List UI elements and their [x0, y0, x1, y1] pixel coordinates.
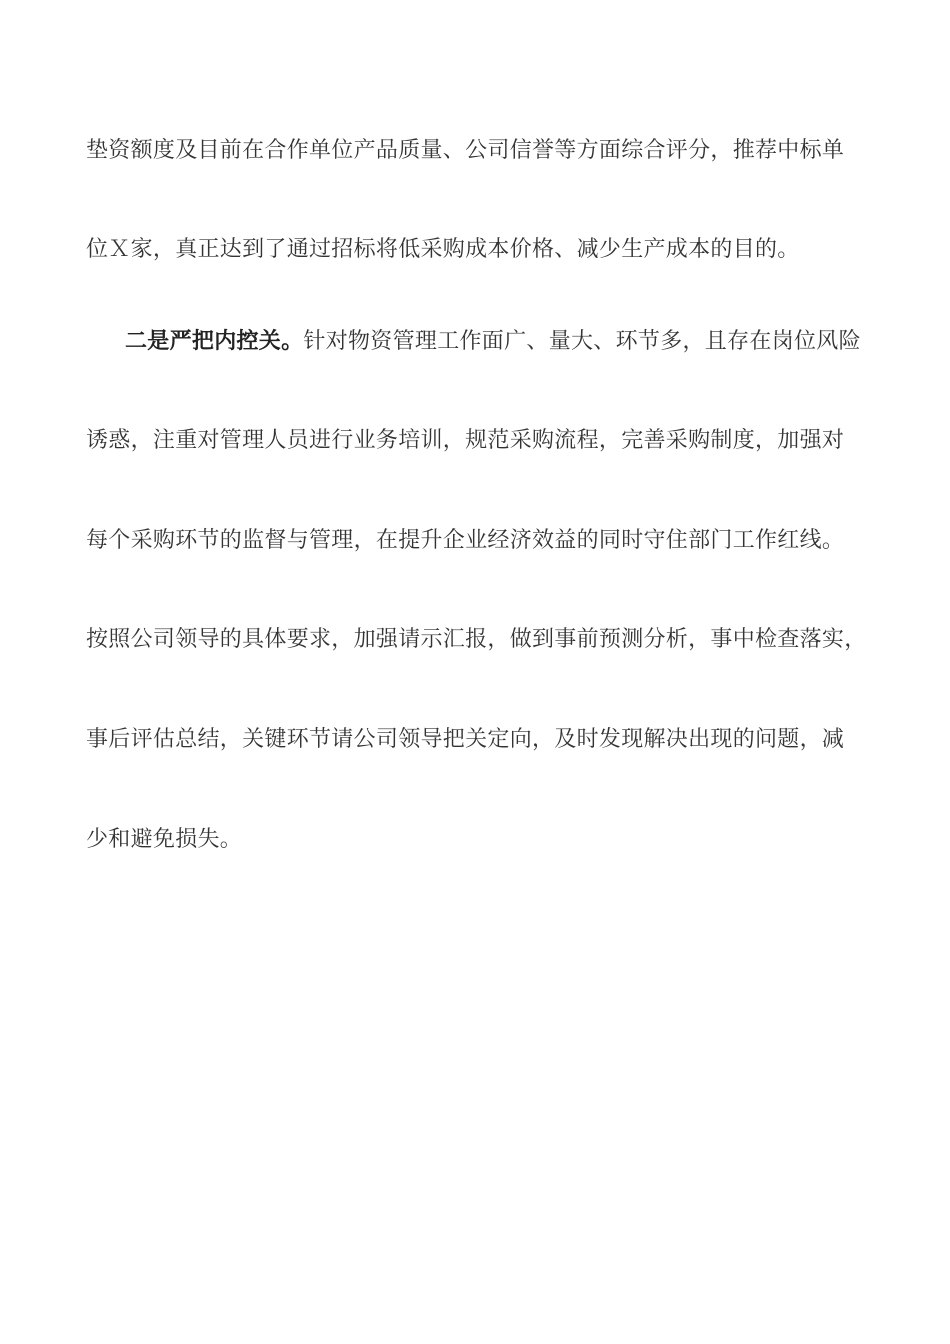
paragraph-line: 少和避免损失。 — [86, 827, 243, 852]
paragraph-line: 诱惑，注重对管理人员进行业务培训，规范采购流程，完善采购制度，加强对 — [86, 428, 845, 453]
section-two-first-line — [125, 327, 925, 357]
paragraph-line: 每个采购环节的监督与管理，在提升企业经济效益的同时守住部门工作红线。 — [86, 528, 845, 553]
section-two-heading: 二是严把内控关。 — [125, 329, 304, 354]
paragraph-line: 按照公司领导的具体要求，加强请示汇报，做到事前预测分析，事中检查落实， — [86, 627, 867, 652]
paragraph-line: 事后评估总结，关键环节请公司领导把关定向，及时发现解决出现的问题，减 — [86, 727, 845, 752]
paragraph-line: 位Ｘ家，真正达到了通过招标将低采购成本价格、减少生产成本的目的。 — [86, 237, 800, 262]
paragraph-line: 垫资额度及目前在合作单位产品质量、公司信誉等方面综合评分，推荐中标单 — [86, 138, 845, 163]
section-two-text: 针对物资管理工作面广、量大、环节多，且存在岗位风险 — [303, 329, 861, 354]
